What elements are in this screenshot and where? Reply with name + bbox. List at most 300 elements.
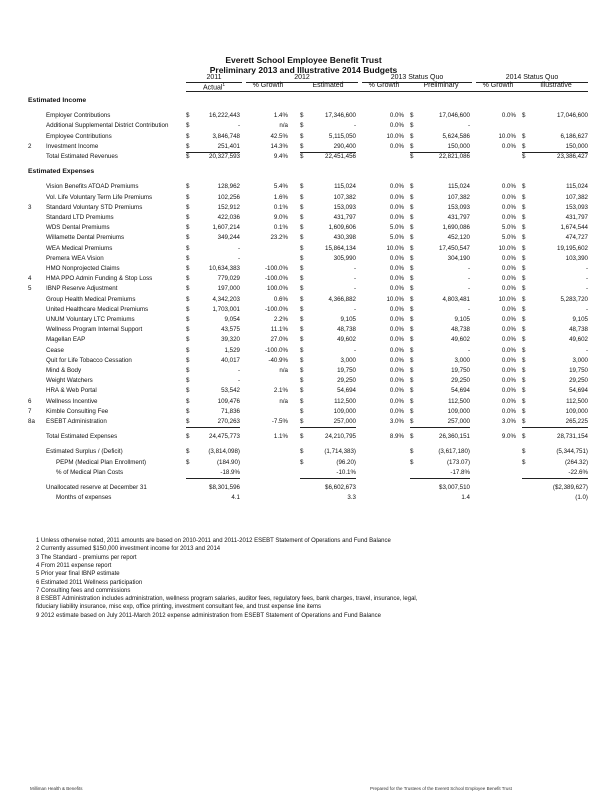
growth-cell: 0.0% — [501, 203, 516, 211]
table-row — [28, 121, 588, 131]
growth-cell: 5.0% — [389, 234, 404, 242]
amount-cell: 29,250 — [569, 377, 588, 385]
amount-cell: 3,000 — [454, 356, 470, 364]
table-row — [28, 335, 588, 345]
amount-cell: 71,836 — [221, 407, 240, 415]
growth-cell: 11.1% — [270, 326, 288, 334]
currency-sign: $ — [522, 193, 526, 201]
amount-cell: 257,000 — [410, 417, 470, 428]
currency-sign: $ — [522, 132, 526, 140]
growth-cell: 0.0% — [389, 275, 404, 283]
amount-cell: -10.1% — [300, 468, 356, 479]
amount-cell: 9,105 — [454, 316, 470, 323]
currency-sign: $ — [186, 336, 190, 344]
amount-cell: 54,694 — [451, 387, 470, 395]
growth-cell: 0.0% — [389, 142, 404, 150]
amount-cell: 103,390 — [565, 254, 588, 262]
growth-cell: 0.1% — [273, 224, 288, 232]
currency-sign: $ — [186, 397, 190, 405]
section-heading — [28, 167, 588, 177]
currency-sign: $ — [410, 203, 414, 211]
growth-cell: 0.0% — [389, 112, 404, 120]
amount-cell: - — [467, 346, 470, 354]
amount-cell: 9,105 — [340, 316, 356, 323]
amount-cell: 26,360,151 — [439, 433, 470, 441]
growth-cell: 3.0% — [501, 418, 516, 425]
amount-cell: 4,342,203 — [212, 295, 240, 303]
amount-cell: 19,195,602 — [557, 244, 588, 252]
amount-cell: 431,797 — [447, 214, 470, 221]
currency-sign: $ — [522, 234, 526, 242]
amount-cell: 16,222,443 — [209, 112, 240, 120]
currency-sign: $ — [410, 153, 414, 160]
row-label: WDS Dental Premiums — [46, 224, 110, 232]
table-row — [28, 397, 588, 407]
amount-cell: - — [585, 305, 588, 313]
currency-sign: $ — [300, 326, 304, 334]
row-label: Estimated Surplus / (Deficit) — [46, 448, 123, 456]
amount-cell: - — [237, 254, 240, 262]
growth-cell: 1.4% — [273, 112, 288, 120]
amount-cell: ($2,389,627) — [552, 484, 588, 491]
row-label: Cease — [46, 346, 64, 354]
currency-sign: $ — [300, 142, 304, 150]
currency-sign: $ — [186, 418, 190, 425]
currency-sign: $ — [410, 193, 414, 201]
growth-cell: 0.0% — [389, 326, 404, 334]
growth-cell: 0.0% — [389, 387, 404, 395]
currency-sign: $ — [522, 346, 526, 354]
currency-sign: $ — [522, 407, 526, 415]
currency-sign: $ — [300, 305, 304, 313]
amount-cell: 39,320 — [221, 336, 240, 344]
currency-sign: $ — [186, 183, 190, 191]
currency-sign: $ — [522, 458, 526, 466]
header-growth-2014: % Growth — [482, 82, 514, 89]
amount-cell: 43,575 — [221, 326, 240, 334]
currency-sign: $ — [522, 377, 526, 385]
currency-sign: $ — [410, 336, 414, 344]
currency-sign: $ — [300, 203, 304, 211]
currency-sign: $ — [522, 142, 526, 150]
amount-cell: 17,346,600 — [325, 112, 356, 120]
amount-cell: 1,529 — [224, 346, 240, 354]
table-row — [28, 142, 588, 152]
growth-cell: 0.0% — [501, 305, 516, 313]
growth-cell: 5.0% — [389, 224, 404, 232]
amount-cell: 4.1 — [231, 494, 240, 502]
amount-cell: $6,602,673 — [325, 484, 356, 491]
currency-sign: $ — [186, 132, 190, 140]
growth-cell: 0.0% — [501, 387, 516, 395]
row-footnote-marker: 7 — [28, 407, 32, 415]
amount-cell: 102,256 — [217, 193, 240, 201]
currency-sign: $ — [186, 153, 190, 160]
amount-cell: 23,386,427 — [557, 153, 588, 160]
table-row — [28, 132, 588, 142]
amount-cell: 17,450,547 — [439, 244, 470, 252]
growth-cell: 0.0% — [389, 407, 404, 415]
amount-cell: 109,000 — [565, 407, 588, 415]
header-preliminary: Preliminary — [423, 82, 459, 89]
growth-cell: 0.0% — [389, 203, 404, 211]
growth-cell: 0.0% — [501, 407, 516, 415]
amount-cell: 5,115,050 — [328, 132, 356, 140]
row-label: Vol. Life Voluntary Term Life Premiums — [46, 193, 153, 201]
growth-cell: 0.0% — [501, 275, 516, 283]
footnote: 5 Prior year final IBNP estimate — [36, 571, 120, 578]
amount-cell: 29,250 — [337, 377, 356, 385]
amount-cell: - — [353, 285, 356, 293]
header-2013: 2013 Status Quo — [390, 74, 444, 81]
currency-sign: $ — [300, 418, 304, 425]
growth-cell: 0.0% — [389, 316, 404, 323]
currency-sign: $ — [410, 142, 414, 150]
growth-cell: 0.0% — [389, 336, 404, 344]
table-row — [28, 376, 588, 386]
currency-sign: $ — [186, 275, 190, 283]
currency-sign: $ — [300, 214, 304, 221]
currency-sign: $ — [186, 377, 190, 385]
footnote: fiduciary liability insurance, misc exp, office printing, investment consultant fee, and trust expense line items — [36, 604, 322, 611]
growth-cell: 0.0% — [501, 367, 516, 374]
currency-sign: $ — [186, 346, 190, 354]
amount-cell: - — [467, 285, 470, 293]
amount-cell: 17,046,600 — [439, 112, 470, 120]
growth-cell: 0.0% — [389, 285, 404, 293]
currency-sign: $ — [522, 448, 526, 456]
row-label: ESEBT Administration — [46, 418, 107, 425]
table-row — [28, 305, 588, 315]
growth-cell: 2.1% — [273, 387, 288, 395]
amount-cell: 19,750 — [569, 367, 588, 374]
currency-sign: $ — [410, 285, 414, 293]
currency-sign: $ — [186, 234, 190, 242]
currency-sign: $ — [522, 295, 526, 303]
header-estimated: Estimated — [312, 82, 344, 89]
amount-cell: 6,186,627 — [560, 132, 588, 140]
amount-cell: 153,093 — [565, 203, 588, 211]
table-row — [28, 483, 588, 493]
footnote: 7 Consulting fees and commissions — [36, 587, 131, 594]
amount-cell: 54,694 — [569, 387, 588, 395]
currency-sign: $ — [410, 112, 414, 120]
amount-cell: - — [237, 367, 240, 374]
currency-sign: $ — [522, 387, 526, 395]
growth-cell: 0.0% — [501, 316, 516, 323]
amount-cell: 1,674,544 — [560, 224, 588, 232]
amount-cell: 270,263 — [186, 417, 240, 428]
table-row — [28, 244, 588, 254]
amount-cell: 22,821,086 — [439, 153, 470, 160]
currency-sign: $ — [522, 224, 526, 232]
growth-cell: 0.6% — [273, 295, 288, 303]
amount-cell: 19,750 — [337, 367, 356, 374]
growth-cell: 5.0% — [501, 224, 516, 232]
currency-sign: $ — [186, 203, 190, 211]
currency-sign: $ — [522, 203, 526, 211]
amount-cell: (3,617,180) — [438, 448, 470, 456]
header-illustrative: Illustrative — [540, 82, 572, 89]
table-row — [28, 356, 588, 366]
currency-sign: $ — [410, 295, 414, 303]
currency-sign: $ — [186, 305, 190, 313]
amount-cell: 28,731,154 — [557, 433, 588, 441]
currency-sign: $ — [186, 458, 190, 466]
amount-cell: - — [467, 275, 470, 283]
currency-sign: $ — [186, 367, 190, 374]
table-row — [28, 493, 588, 503]
amount-cell: - — [467, 305, 470, 313]
row-label: Additional Supplemental District Contribution — [46, 122, 169, 130]
growth-cell: 0.0% — [501, 193, 516, 201]
growth-cell: 0.0% — [501, 183, 516, 191]
currency-sign: $ — [186, 265, 190, 272]
amount-cell: - — [353, 305, 356, 313]
currency-sign: $ — [300, 275, 304, 283]
currency-sign: $ — [410, 458, 414, 466]
currency-sign: $ — [186, 214, 190, 221]
header-2011: 2011 — [206, 74, 222, 81]
currency-sign: $ — [186, 387, 190, 395]
amount-cell: - — [585, 285, 588, 293]
table-row — [28, 284, 588, 294]
currency-sign: $ — [410, 234, 414, 242]
section-heading — [28, 96, 588, 106]
growth-cell: 5.4% — [273, 183, 288, 191]
currency-sign: $ — [300, 193, 304, 201]
growth-cell: -40.9% — [268, 356, 288, 364]
currency-sign: $ — [522, 367, 526, 374]
currency-sign: $ — [522, 285, 526, 293]
growth-cell: 0.0% — [389, 122, 404, 130]
row-footnote-marker: 2 — [28, 142, 32, 150]
footer-right: Prepared for the Trustees of the Everett School Employee Benefit Trust — [370, 786, 512, 791]
row-label: Employee Contributions — [46, 132, 112, 140]
currency-sign: $ — [186, 254, 190, 262]
table-row — [28, 264, 588, 274]
table-row — [28, 315, 588, 325]
currency-sign: $ — [410, 122, 414, 130]
growth-cell: -100.0% — [264, 346, 288, 354]
header-growth-2012: % Growth — [252, 82, 284, 89]
amount-cell: 197,000 — [217, 285, 240, 293]
currency-sign: $ — [300, 377, 304, 385]
growth-cell: 0.0% — [389, 397, 404, 405]
amount-cell: 20,327,593 — [209, 153, 240, 160]
amount-cell: 48,738 — [337, 326, 356, 334]
currency-sign: $ — [410, 326, 414, 334]
currency-sign: $ — [300, 448, 304, 456]
currency-sign: $ — [410, 132, 414, 140]
currency-sign: $ — [522, 153, 526, 160]
growth-cell: 1.6% — [273, 193, 288, 201]
row-label: Months of expenses — [56, 494, 112, 502]
amount-cell: - — [237, 377, 240, 385]
amount-cell: 109,000 — [447, 407, 470, 415]
currency-sign: $ — [300, 234, 304, 242]
section-label: Estimated Expenses — [28, 168, 95, 176]
currency-sign: $ — [522, 316, 526, 323]
table-row — [28, 417, 588, 427]
table-row — [28, 182, 588, 192]
row-label: Wellness Program Internal Support — [46, 326, 143, 334]
growth-cell: 14.3% — [270, 142, 288, 150]
currency-sign: $ — [300, 316, 304, 323]
growth-cell: -7.5% — [271, 418, 288, 425]
growth-cell: 9.4% — [273, 153, 288, 160]
amount-cell: 1,607,214 — [212, 224, 240, 232]
row-label: % of Medical Plan Costs — [56, 468, 124, 476]
currency-sign: $ — [300, 285, 304, 293]
row-label: Employer Contributions — [46, 112, 111, 120]
amount-cell: 19,750 — [451, 367, 470, 374]
amount-cell: 474,727 — [565, 234, 588, 242]
amount-cell: 48,738 — [569, 326, 588, 334]
growth-cell: 2.2% — [273, 316, 288, 323]
amount-cell: 1,703,001 — [212, 305, 240, 313]
currency-sign: $ — [410, 254, 414, 262]
amount-cell: 53,542 — [221, 387, 240, 395]
amount-cell: 112,500 — [566, 397, 588, 405]
growth-cell: n/a — [279, 367, 288, 374]
amount-cell: 1,690,086 — [442, 224, 470, 232]
amount-cell: 107,382 — [333, 193, 356, 201]
amount-cell: 49,602 — [337, 336, 356, 344]
row-label: Group Health Medical Premiums — [46, 295, 136, 303]
amount-cell: 3.3 — [347, 494, 356, 502]
amount-cell: (3,814,098) — [208, 448, 240, 456]
table-row — [28, 458, 588, 468]
currency-sign: $ — [410, 387, 414, 395]
growth-cell: 0.0% — [501, 112, 516, 120]
growth-cell: 0.0% — [501, 265, 516, 272]
currency-sign: $ — [522, 214, 526, 221]
growth-cell: 1.1% — [273, 433, 288, 441]
footnote: 6 Estimated 2011 Wellness participation — [36, 579, 143, 586]
table-row — [28, 213, 588, 223]
row-label: HMA PPO Admin Funding & Stop Loss — [46, 275, 153, 283]
report-title-1: Everett School Employee Benefit Trust — [225, 55, 382, 65]
growth-cell: n/a — [279, 122, 288, 130]
growth-cell: 10.0% — [386, 244, 404, 252]
growth-cell: 0.0% — [501, 285, 516, 293]
amount-cell: 1.4 — [461, 494, 470, 502]
currency-sign: $ — [300, 244, 304, 252]
amount-cell: 17,046,600 — [557, 112, 588, 120]
row-label: Investment Income — [46, 142, 99, 150]
currency-sign: $ — [186, 142, 190, 150]
growth-cell: 0.0% — [501, 142, 516, 150]
currency-sign: $ — [522, 183, 526, 191]
growth-cell: 9.0% — [273, 214, 288, 221]
currency-sign: $ — [300, 183, 304, 191]
amount-cell: -22.6% — [522, 468, 588, 479]
amount-cell: 115,024 — [448, 183, 470, 191]
amount-cell: 349,244 — [217, 234, 240, 242]
amount-cell: - — [585, 275, 588, 283]
currency-sign: $ — [410, 224, 414, 232]
currency-sign: $ — [300, 397, 304, 405]
amount-cell: $8,301,596 — [209, 484, 240, 491]
amount-cell: 48,738 — [451, 326, 470, 334]
row-footnote-marker: 3 — [28, 203, 32, 211]
amount-cell: 5,624,586 — [442, 132, 470, 140]
currency-sign: $ — [186, 193, 190, 201]
row-label: Quit for Life Tobacco Cessation — [46, 356, 132, 364]
row-label: Kimble Consulting Fee — [46, 407, 109, 415]
amount-cell: 5,283,720 — [560, 295, 588, 303]
amount-cell: - — [353, 265, 356, 272]
header-actual: Actual$^1$ — [203, 82, 225, 92]
amount-cell: (184.90) — [216, 458, 240, 466]
amount-cell: 22,451,456 — [325, 153, 356, 160]
currency-sign: $ — [522, 433, 526, 441]
currency-sign: $ — [186, 433, 190, 441]
amount-cell: 1,609,606 — [328, 224, 356, 232]
table-row — [28, 233, 588, 243]
table-row — [28, 193, 588, 203]
currency-sign: $ — [410, 418, 414, 425]
growth-cell: 0.0% — [501, 346, 516, 354]
currency-sign: $ — [300, 407, 304, 415]
currency-sign: $ — [410, 346, 414, 354]
amount-cell: 29,250 — [451, 377, 470, 385]
currency-sign: $ — [522, 265, 526, 272]
amount-cell: 430,398 — [333, 234, 356, 242]
currency-sign: $ — [410, 316, 414, 323]
growth-cell: 10.0% — [386, 132, 404, 140]
currency-sign: $ — [522, 397, 526, 405]
row-label: Standard Voluntary STD Premiums — [46, 203, 143, 211]
growth-cell: 42.5% — [270, 132, 288, 140]
currency-sign: $ — [410, 265, 414, 272]
amount-cell: - — [237, 122, 240, 130]
growth-cell: 10.0% — [498, 132, 516, 140]
growth-cell: 23.2% — [270, 234, 288, 242]
report-title-2: Preliminary 2013 and Illustrative 2014 Budgets — [209, 65, 398, 75]
amount-cell: - — [467, 122, 470, 130]
amount-cell: 107,382 — [565, 193, 588, 201]
table-row — [28, 407, 588, 417]
amount-cell: 304,190 — [447, 254, 470, 262]
currency-sign: $ — [300, 265, 304, 272]
row-label: IBNP Reserve Adjustment — [46, 285, 118, 293]
currency-sign: $ — [410, 275, 414, 283]
row-label: PEPM (Medical Plan Enrollment) — [56, 458, 147, 466]
amount-cell: 24,475,773 — [209, 433, 240, 441]
currency-sign: $ — [522, 356, 526, 364]
table-row — [28, 254, 588, 264]
row-label: Total Estimated Revenues — [46, 153, 118, 160]
growth-cell: 8.9% — [389, 433, 404, 441]
row-label: Vision Benefits ATOAD Premiums — [46, 183, 139, 191]
currency-sign: $ — [300, 336, 304, 344]
row-label: Premera WEA Vision — [46, 254, 104, 262]
growth-cell: 0.0% — [389, 214, 404, 221]
amount-cell: 3,846,748 — [212, 132, 240, 140]
growth-cell: 10.0% — [498, 244, 516, 252]
row-label: Weight Watchers — [46, 377, 93, 385]
currency-sign: $ — [186, 448, 190, 456]
amount-cell: - — [585, 346, 588, 354]
footer-left: Milliman Health & Benefits — [30, 786, 83, 791]
currency-sign: $ — [300, 224, 304, 232]
currency-sign: $ — [410, 214, 414, 221]
growth-cell: 27.0% — [270, 336, 288, 344]
growth-cell: 0.0% — [501, 397, 516, 405]
amount-cell: -17.8% — [410, 468, 470, 479]
